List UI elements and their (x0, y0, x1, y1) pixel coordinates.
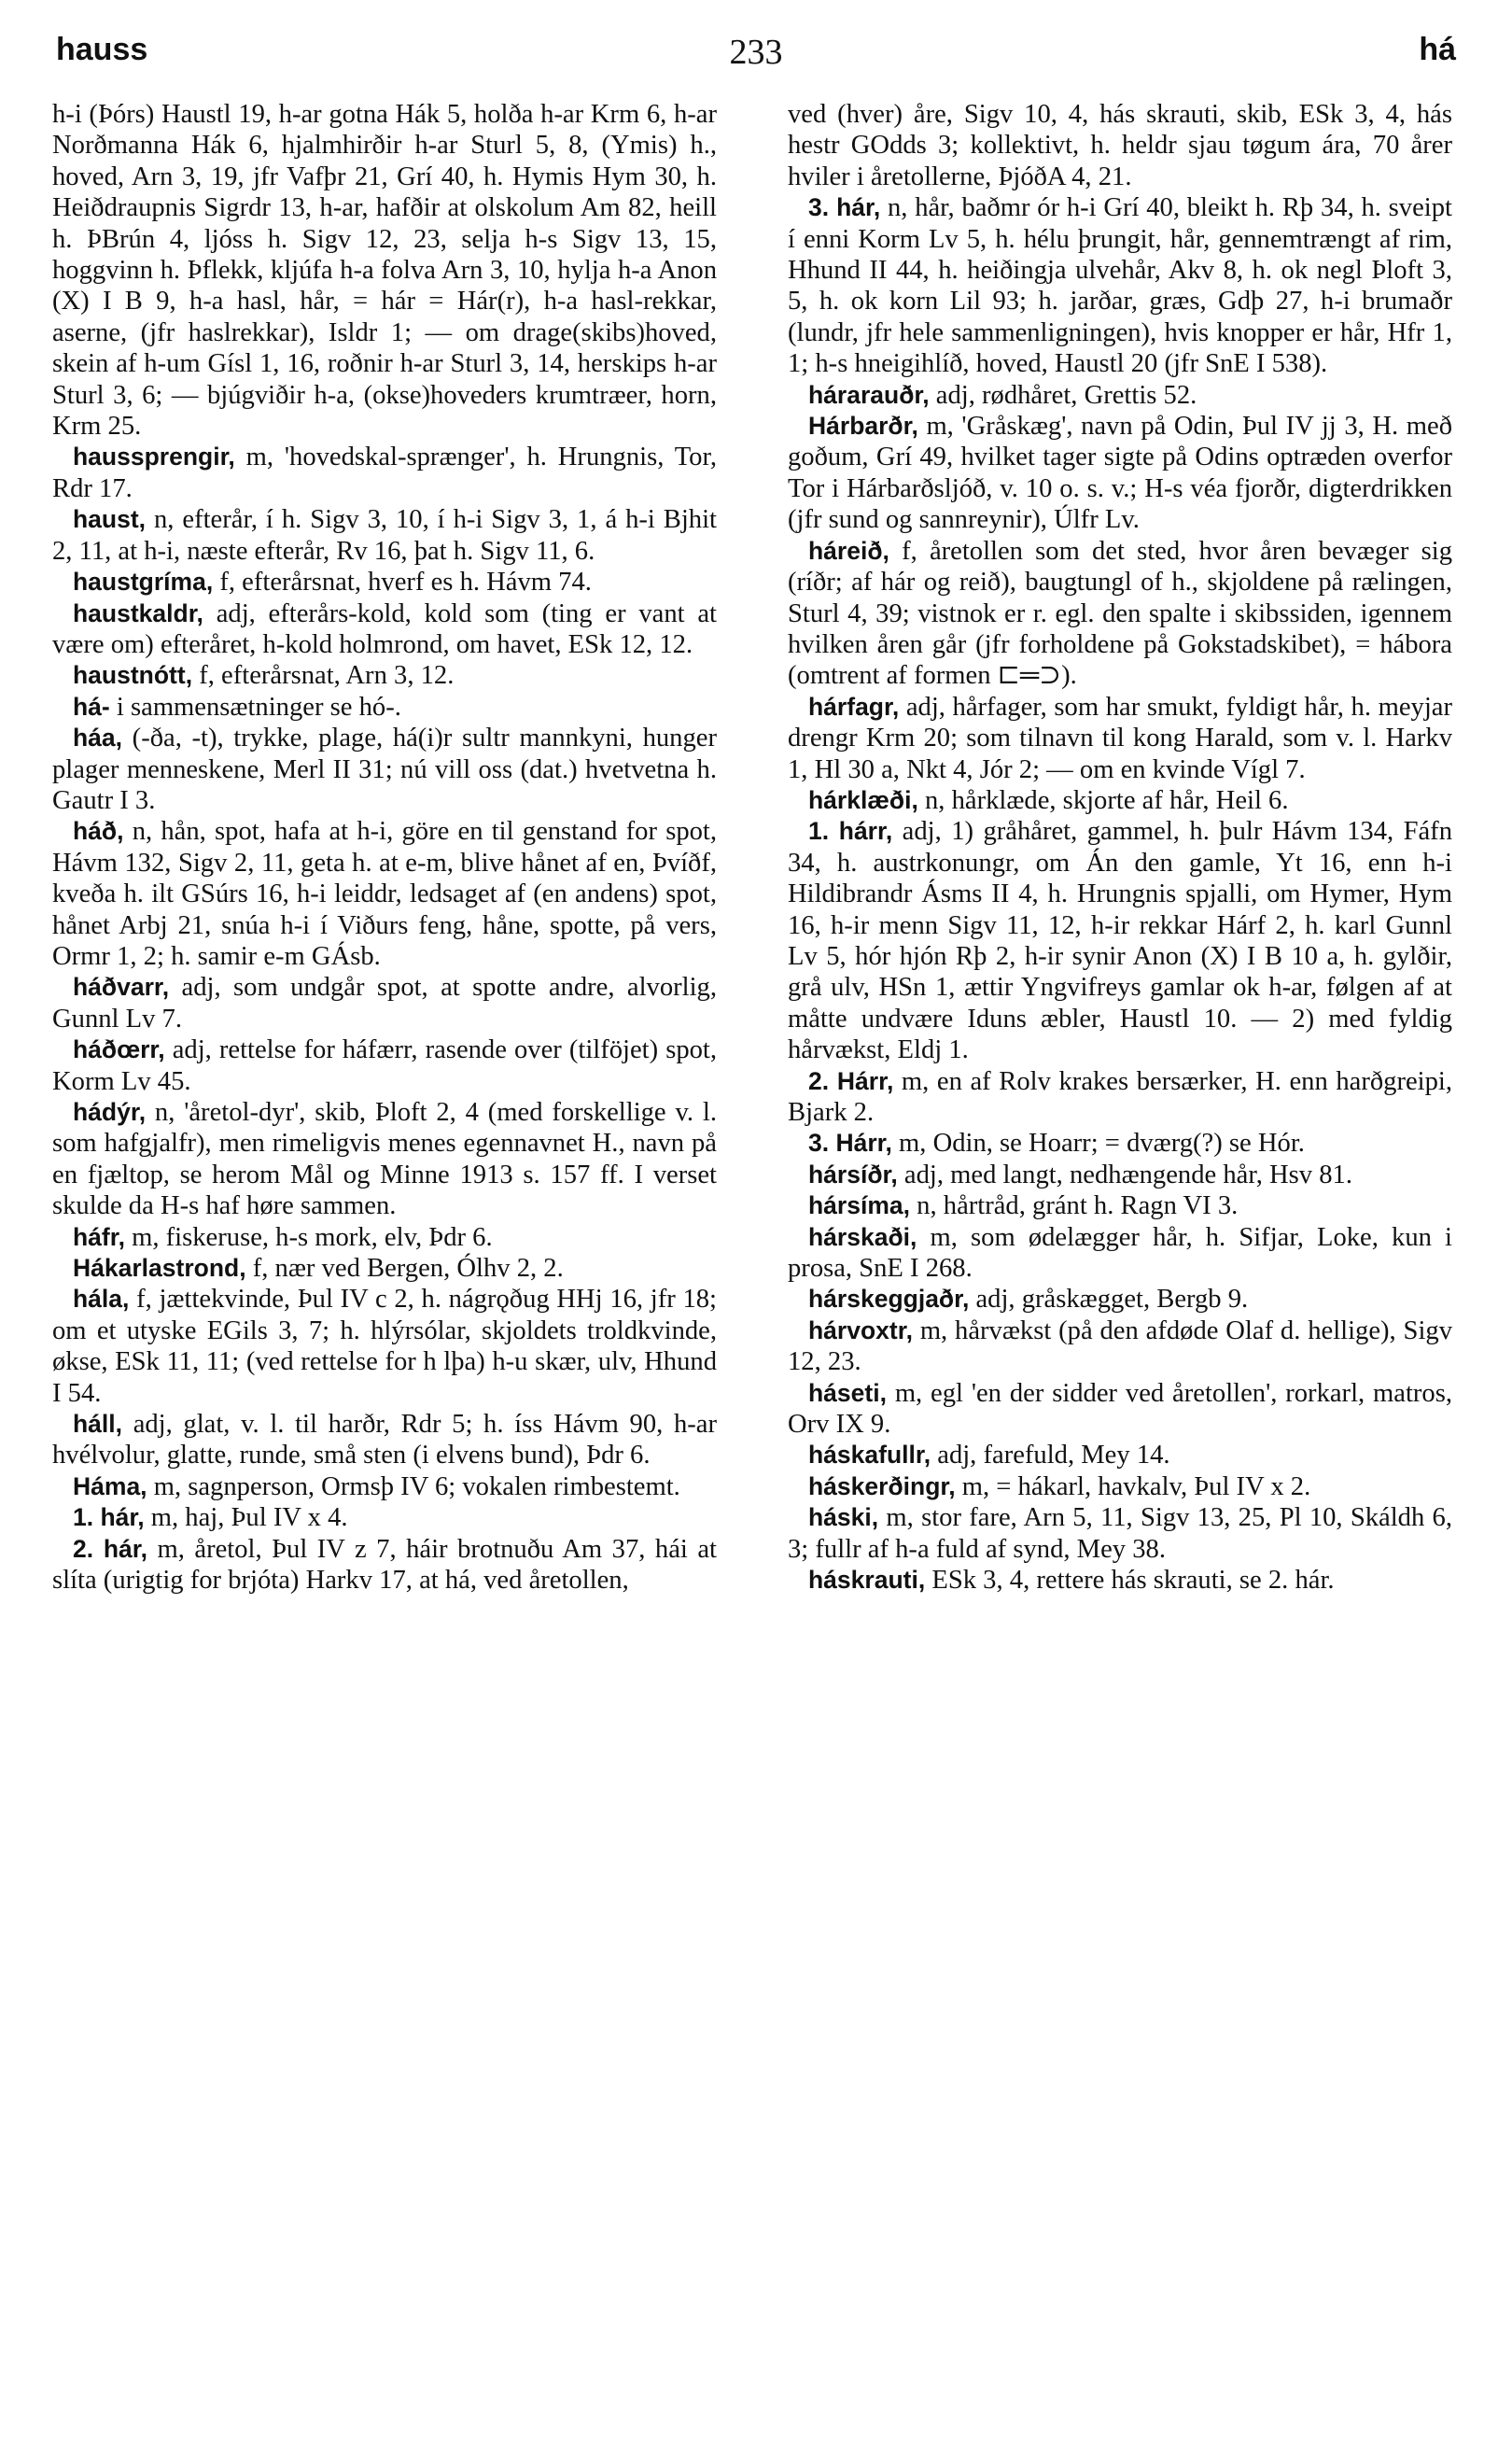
entry-headword: hárskeggjaðr, (808, 1285, 970, 1314)
entry-text: adj, 1) gråhåret, gammel, h. þulr Hávm 134, Fáfn 34, h. austrkonungr, om Án den gamle, Yt 16, enn h-i Hildibrandr Ásms II 4, h. Hrungnis spjalli, om Hymer, Hym 16, h-ir menn Sigv 11, 12, h-ir rekkar Hárf 2, h. karl Gunnl Lv 5, hór hjón Rþ 2, h-ir synir Anon (X) I B 10 a, h. gylðir, grå ulv, HSn 1, ættir Yngvifreys gamlar ok h-ar, følgen af at måtte undvære Iduns æbler, Haustl 10. — 2) med fyldig hårvækst, Eldj 1. (788, 817, 1453, 1065)
entry-text: adj, efterårs-kold, kold som (ting er vant at være om) efteråret, h-kold holmrond, om havet, ESk 12, 12. (52, 598, 717, 659)
entry-text: f, åretollen som det sted, hvor åren bevæger sig (ríðr; af hár og reið), baugtungl of h., skjoldene på rælingen, Sturl 4, 39; vistnok er r. egl. den spalte i skibssiden, igennem hvilken åren går (jfr forholdene på Gokstadskibet), = hábora (omtrent af formen ⊏═⊃). (788, 536, 1452, 691)
dictionary-entry (52, 1534, 717, 1597)
dictionary-entry (52, 1097, 717, 1222)
entry-text: adj, med langt, nedhængende hår, Hsv 81. (903, 1160, 1352, 1189)
entry-text: m, egl 'en der sidder ved åretollen', rorkarl, matros, Orv IX 9. (788, 1378, 1452, 1440)
dictionary-entry (52, 1253, 717, 1284)
dictionary-entry (788, 536, 1452, 692)
entry-text: f, jættekvinde, Þul IV c 2, h. nágrǫðug HHj 16, jfr 18; om et utyske EGils 3, 7; h. hlýrsólar, skjoldets troldkvinde, økse, ESk 11, 11; (ved rettelse for h lþa) h-u skær, ulv, Hhund I 54. (52, 1285, 717, 1408)
entry-headword: hársíma, (808, 1191, 911, 1220)
entry-text: m, åretol, Þul IV z 7, háir brotnuðu Am 37, hái at slíta (urigtig for brjóta) Harkv 17, at há, ved åretollen, (52, 1534, 717, 1596)
entry-headword: haust, (73, 505, 147, 534)
dictionary-entry (52, 972, 717, 1034)
dictionary-entry (788, 1502, 1452, 1565)
dictionary-entry (788, 99, 1452, 192)
dictionary-entry (788, 1222, 1452, 1285)
entry-text: f, nær ved Bergen, Ólhv 2, 2. (252, 1254, 564, 1284)
entry-headword: hárvoxtr, (808, 1315, 913, 1344)
entry-text: adj, rettelse for háfærr, rasende over (tilföjet) spot, Korm Lv 45. (52, 1035, 718, 1096)
entry-headword: Hákarlastrond, (73, 1254, 246, 1283)
entry-headword: háskrauti, (808, 1566, 926, 1595)
entry-text: adj, farefuld, Mey 14. (937, 1441, 1170, 1470)
entry-headword: háðœrr, (73, 1035, 165, 1064)
entry-text: m, en af Rolv krakes bersærker, H. enn harðgreipi, Bjark 2. (788, 1066, 1452, 1127)
dictionary-entry (52, 692, 717, 723)
entry-headword: háski, (808, 1503, 879, 1532)
right-column (788, 99, 1452, 1597)
entry-headword: 1. hárr, (808, 817, 893, 846)
entry-headword: háseti, (808, 1378, 887, 1407)
entry-headword: Hárbarðr, (808, 412, 918, 441)
entry-headword: hádýr, (73, 1098, 147, 1126)
dictionary-entry (52, 1409, 717, 1471)
entry-headword: hála, (73, 1285, 130, 1314)
dictionary-entry (788, 1378, 1452, 1441)
entry-text: m, hårvækst (på den afdøde Olaf d. hellige), Sigv 12, 23. (788, 1315, 1452, 1377)
dictionary-entry (788, 785, 1452, 816)
entry-headword: Háma, (73, 1471, 147, 1500)
entry-headword: háreið, (808, 536, 889, 565)
entry-text: m, stor fare, Arn 5, 11, Sigv 13, 25, Pl 10, Skáldh 6, 3; fullr af h-a fuld af synd, Mey 38. (788, 1503, 1452, 1564)
entry-headword: hársíðr, (808, 1160, 898, 1189)
entry-headword: 3. hár, (808, 193, 881, 222)
dictionary-entry (788, 1128, 1452, 1159)
entry-text: adj, rødhåret, Grettis 52. (935, 380, 1197, 410)
entry-headword: hárfagr, (808, 692, 900, 721)
page-header (56, 24, 1456, 80)
left-column (52, 99, 717, 1597)
dictionary-entry (52, 1034, 717, 1097)
dictionary-entry (788, 816, 1452, 1065)
entry-headword: haustgríma, (73, 568, 214, 597)
entry-headword: háðvarr, (73, 973, 170, 1002)
entry-headword: haustkaldr, (73, 598, 203, 627)
dictionary-entry (788, 411, 1452, 536)
entry-text: n, 'åretol-dyr', skib, Þloft 2, 4 (med forskellige v. l. som hafgjalfr), men rimeligvis menes egennavnet H., navn på en fjæltop, se herom Mål og Minne 1913 s. 157 ff. I verset skulde da H-s haf høre sammen. (52, 1098, 717, 1221)
entry-text: f, efterårsnat, Arn 3, 12. (199, 661, 455, 691)
dictionary-entry (52, 1222, 717, 1253)
entry-text: n, hårtråd, gránt h. Ragn VI 3. (917, 1191, 1239, 1221)
dictionary-entry (788, 692, 1452, 785)
entry-text: m, fiskeruse, h-s mork, elv, Þdr 6. (132, 1222, 493, 1252)
entry-text: m, sagnperson, Ormsþ IV 6; vokalen rimbestemt. (153, 1471, 680, 1501)
entry-headword: háskafullr, (808, 1441, 931, 1470)
entry-headword: 1. hár, (73, 1503, 145, 1532)
dictionary-entry (788, 380, 1452, 411)
entry-text: m, Odin, se Hoarr; = dværg(?) se Hór. (899, 1129, 1305, 1159)
entry-headword: 3. Hárr, (808, 1129, 892, 1158)
dictionary-entry (788, 1471, 1452, 1502)
dictionary-entry (52, 442, 717, 504)
entry-text: adj, hårfager, som har smukt, fyldigt hår, h. meyjar drengr Krm 20; som tilnavn til kong Harald, som v. l. Harkv 1, Hl 30 a, Nkt 4, Jór 2; — om en kvinde Vígl 7. (788, 692, 1453, 784)
dictionary-entry (788, 192, 1452, 379)
running-head-right: há (1419, 32, 1456, 67)
dictionary-entry (788, 1315, 1452, 1378)
entry-text: m, 'Gråskæg', navn på Odin, Þul IV jj 3, H. með goðum, Grí 49, hvilket tager sigte på Odins optræden overfor Tor i Hárbarðsljóð, v. 10 o. s. v.; H-s véa fjorðr, digterdrikken (jfr sund og sannreynir), Úlfr Lv. (788, 412, 1452, 535)
entry-headword: hárskaði, (808, 1222, 917, 1251)
entry-text: n, hårklæde, skjorte af hår, Heil 6. (924, 785, 1289, 815)
entry-text: n, hån, spot, hafa at h-i, göre en til genstand for spot, Hávm 132, Sigv 2, 11, geta h. at e-m, blive hånet af en, Þvíðf, kveða h. ilt GSúrs 16, h-i leiddr, ledsaget af (en andens) spot, hånet Arbj 21, snúa h-i í Viðurs feng, håne, spotte, på vers, Ormr 1, 2; h. samir e-m GÁsb. (52, 817, 718, 971)
entry-text: ESk 3, 4, rettere hás skrauti, se 2. hár. (931, 1566, 1335, 1596)
entry-headword: háfr, (73, 1222, 125, 1251)
entry-text: f, efterårsnat, hverf es h. Hávm 74. (219, 568, 592, 598)
entry-text: i sammensætninger se hó-. (116, 692, 401, 722)
entry-headword: 2. Hárr, (808, 1066, 894, 1095)
entry-text: h-i (Þórs) Haustl 19, h-ar gotna Hák 5, holða h-ar Krm 6, h-ar Norðmanna Hák 6, hjalmhirðir h-ar Sturl 5, 8, (Ymis) h., hoved, Arn 3, 19, jfr Vafþr 21, Grí 40, h. Hymis Hym 30, h. Heiðdraupnis Sigrdr 13, h-ar, hafðir at olskolum Am 82, heill h. ÞBrún 4, ljóss h. Sigv 12, 23, selja h-s Sigv 13, 15, hoggvinn h. Þflekk, kljúfa h-a folva Arn 3, 10, hylja h-a Anon (X) I B 9, h-a hasl, hår, = hár = Hár(r), h-a hasl-rekkar, aserne, (jfr haslrekkar), Isldr 1; — om drage(skibs)hoved, skein af h-um Gísl 1, 16, roðnir h-ar Sturl 3, 14, herskips h-ar Sturl 3, 6; — bjúgviðir h-a, (okse)hoveders krumtræer, horn, Krm 25. (52, 100, 717, 442)
entry-headword: haustnótt, (73, 661, 193, 690)
entry-text: n, hår, baðmr ór h-i Grí 40, bleikt h. Rþ 34, h. sveipt í enni Korm Lv 5, h. hélu þrungit, hår, gennemtrængt af rim, Hhund II 44, h. heiðingja ulvehår, Akv 8, h. ok negl Þloft 3, 5, h. ok korn Lil 93; h. jarðar, græs, Gdþ 27, h-i brumaðr (lundr, jfr hele sammenligningen), hvis knopper er hår, Hfr 1, 1; h-s hneigihlíð, hoved, Haustl 20 (jfr SnE I 538). (788, 193, 1452, 379)
dictionary-entry (788, 1190, 1452, 1221)
page-number: 233 (729, 33, 783, 72)
entry-headword: háð, (73, 817, 124, 846)
entry-text: adj, glat, v. l. til harðr, Rdr 5; h. íss Hávm 90, h-ar hvélvolur, glatte, runde, små sten (i elvens bund), Þdr 6. (52, 1410, 717, 1470)
dictionary-entry (52, 723, 717, 816)
entry-text: m, = hákarl, havkalv, Þul IV x 2. (961, 1471, 1311, 1501)
entry-text: adj, som undgår spot, at spotte andre, alvorlig, Gunnl Lv 7. (52, 973, 717, 1034)
entry-text: adj, gråskægget, Bergb 9. (975, 1285, 1249, 1315)
entry-headword: 2. hár, (73, 1534, 147, 1563)
entry-headword: hárarauðr, (808, 380, 930, 409)
dictionary-entry (788, 1284, 1452, 1315)
entry-headword: haussprengir, (73, 443, 235, 471)
dictionary-entry (788, 1160, 1452, 1190)
entry-text: m, 'hovedskal-sprænger', h. Hrungnis, Tor, Rdr 17. (52, 443, 717, 503)
dictionary-entry (788, 1565, 1452, 1596)
dictionary-entry (52, 660, 717, 691)
dictionary-entry (52, 1284, 717, 1409)
dictionary-entry (52, 598, 717, 661)
entry-headword: há- (73, 692, 110, 721)
dictionary-entry (788, 1440, 1452, 1470)
entry-text: m, som ødelægger hår, h. Sifjar, Loke, kun i prosa, SnE I 268. (788, 1222, 1452, 1284)
entry-text: ved (hver) åre, Sigv 10, 4, hás skrauti, skib, ESk 3, 4, hás hestr GOdds 3; kollektivt, h. heldr sjau tøgum ára, 70 årer hviler i åretollerne, ÞjóðA 4, 21. (788, 100, 1452, 191)
dictionary-entry (52, 1471, 717, 1502)
dictionary-entry (52, 567, 717, 598)
dictionary-entry (52, 504, 717, 567)
entry-headword: háa, (73, 724, 123, 753)
dictionary-entry (788, 1066, 1452, 1129)
entry-text: n, efterår, í h. Sigv 3, 10, í h-i Sigv 3, 1, á h-i Bjhit 2, 11, at h-i, næste efterår, Rv 16, þat h. Sigv 11, 6. (52, 505, 717, 566)
entry-text: m, haj, Þul IV x 4. (150, 1503, 348, 1533)
entry-headword: hárklæði, (808, 785, 918, 814)
dictionary-entry (52, 1502, 717, 1533)
entry-headword: háll, (73, 1410, 123, 1439)
dictionary-entry (52, 99, 717, 442)
entry-headword: háskerðingr, (808, 1471, 956, 1500)
entry-text: (-ða, -t), trykke, plage, há(i)r sultr mannkyni, hunger plager menneskene, Merl II 31; nú vill oss (dat.) hvetvetna h. Gautr I 3. (52, 724, 717, 815)
running-head-left: hauss (56, 32, 148, 67)
dictionary-entry (52, 816, 717, 972)
